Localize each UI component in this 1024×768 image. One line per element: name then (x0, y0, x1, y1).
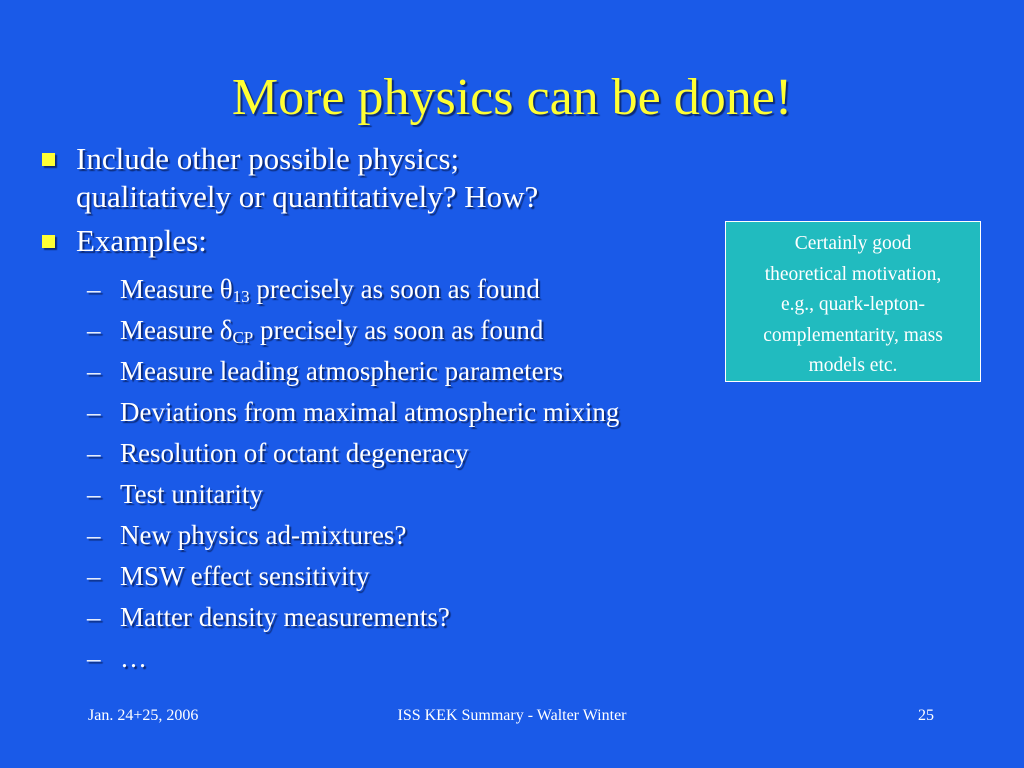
sub-item (87, 392, 619, 433)
note-line: e.g., quark-lepton- (780, 294, 926, 315)
sub-item-text: Test unitarity (120, 479, 263, 509)
subscript: CP (232, 328, 254, 347)
dash-marker: – (87, 643, 101, 673)
sub-item (87, 269, 619, 310)
bullet-item (36, 222, 736, 260)
note-line: theoretical motivation, (764, 263, 942, 285)
bullet-item (36, 140, 736, 216)
sub-item-text: Measure δ (120, 315, 233, 345)
dash-marker: – (87, 479, 101, 509)
dash-marker: – (87, 397, 101, 427)
sub-item-text: Resolution of octant degeneracy (120, 438, 469, 468)
sub-item-text: Measure leading atmospheric parameters (120, 356, 564, 386)
note-line: models etc. (808, 355, 898, 376)
dash-marker: – (87, 274, 101, 304)
square-bullet-icon (42, 235, 55, 248)
page-number: 25 (918, 707, 934, 724)
dash-marker: – (87, 602, 101, 632)
sub-item (87, 638, 619, 679)
slide-title: More physics can be done! (231, 69, 793, 126)
bullet-text-line: Include other possible physics; (76, 141, 460, 176)
dash-marker: – (87, 356, 101, 386)
sub-item-text: Deviations from maximal atmospheric mixing (120, 397, 620, 427)
footer-date: Jan. 24+25, 2006 (88, 707, 199, 724)
bullet-text-line: Examples: (76, 223, 207, 258)
sub-item-text: … (120, 643, 147, 673)
note-box (725, 221, 981, 382)
sub-item-text: New physics ad-mixtures? (120, 520, 407, 550)
sub-item (87, 597, 619, 638)
dash-marker: – (87, 520, 101, 550)
subscript: 13 (232, 287, 250, 306)
dash-marker: – (87, 438, 101, 468)
bullet-text-line: qualitatively or quantitatively? How? (76, 179, 539, 214)
sub-bullet-list (87, 269, 619, 679)
sub-item-text: MSW effect sensitivity (120, 561, 370, 591)
sub-item-text: precisely as soon as found (249, 274, 540, 304)
sub-item (87, 556, 619, 597)
dash-marker: – (87, 561, 101, 591)
sub-item-text: Measure θ (120, 274, 233, 304)
square-bullet-icon (42, 153, 55, 166)
sub-item (87, 351, 619, 392)
footer-title: ISS KEK Summary - Walter Winter (397, 707, 627, 724)
sub-item (87, 433, 619, 474)
sub-item (87, 310, 619, 351)
dash-marker: – (87, 315, 101, 345)
note-line: complementarity, mass (763, 324, 943, 346)
sub-item (87, 515, 619, 556)
sub-item-text: precisely as soon as found (253, 315, 544, 345)
bullet-list (36, 140, 736, 260)
sub-item-text: Matter density measurements? (120, 602, 450, 632)
sub-item (87, 474, 619, 515)
note-line: Certainly good (794, 233, 912, 254)
